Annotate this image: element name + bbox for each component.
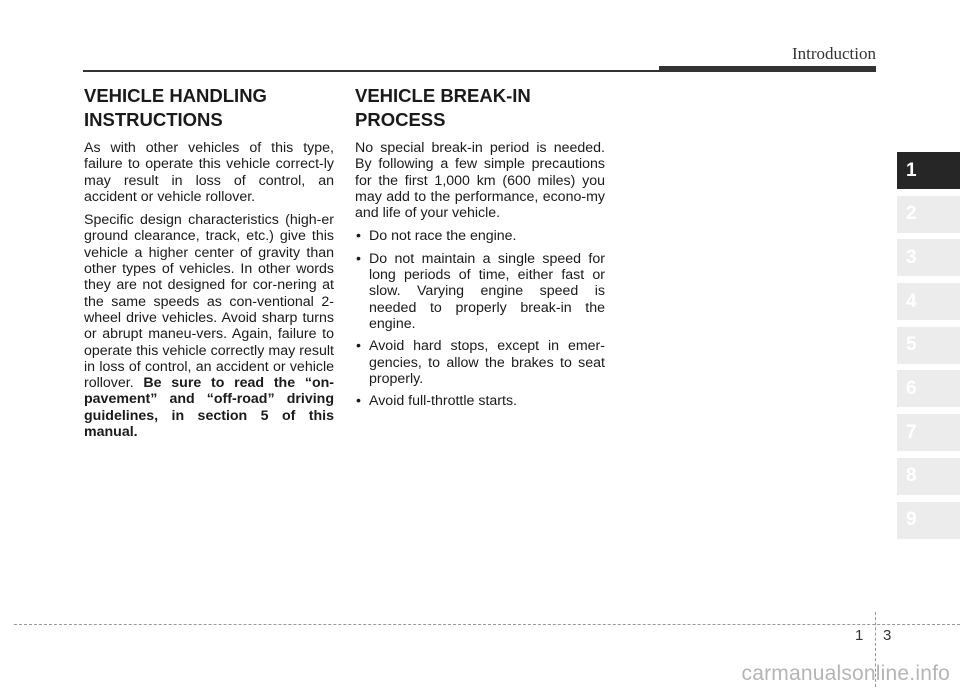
bullet-icon: • (356, 393, 361, 410)
vehicle-handling-heading (84, 84, 334, 132)
chapter-tabs (897, 152, 960, 545)
list-item: • Do not maintain a single speed for long periods of time, either fast or slow. Varying engine speed is needed to properly break-in the engine. (356, 250, 605, 332)
handling-paragraph-2-text: Specific design characteristics (high-er ground clearance, track, etc.) give this vehicle a higher center of gravity than other types of vehicles. In other words they are not designed for cor-nering at the same speeds as con-ventional 2-wheel drive vehicles. Avoid sharp turns or abrupt maneu-vers. Again, failure to operate this vehicle correctly may result in loss of control, an accident or vehicle rollover. (84, 212, 334, 392)
chapter-tab-1[interactable]: 1 (897, 152, 960, 189)
chapter-tab-4[interactable]: 4 (897, 283, 960, 320)
header-rule-thin (83, 70, 659, 72)
section-title: Introduction (791, 44, 876, 63)
list-item: • Avoid full-throttle starts. (356, 393, 517, 410)
list-item: • Do not race the engine. (356, 228, 517, 245)
bullet-icon: • (356, 228, 361, 245)
watermark: carmanualsonline.info (741, 662, 950, 685)
handling-paragraph-1: As with other vehicles of this type, failure to operate this vehicle correct-ly may result in loss of control, an accident or vehicle rollover. (84, 140, 334, 205)
chapter-tab-7[interactable]: 7 (897, 414, 960, 451)
break-in-list (355, 228, 605, 409)
break-in-intro: No special break-in period is needed. By following a few simple precautions for the first 1,000 km (600 miles) you may add to the performance, econo-my and life of your vehicle. (355, 140, 605, 222)
break-in-section (355, 84, 605, 415)
vehicle-handling-section (84, 84, 334, 447)
handling-paragraph-2 (84, 212, 334, 440)
list-item: • Avoid hard stops, except in emer-gencies, to allow the brakes to seat properly. (356, 338, 605, 387)
bullet-icon: • (356, 250, 361, 267)
chapter-tab-2[interactable]: 2 (897, 196, 960, 233)
heading-line-2: PROCESS (355, 109, 446, 130)
footer-divider (14, 624, 960, 625)
header-rule-thick (659, 66, 876, 72)
chapter-tab-6[interactable]: 6 (897, 370, 960, 407)
bullet-icon: • (356, 338, 361, 355)
page-chapter-number: 1 (855, 627, 864, 644)
break-in-heading (355, 84, 605, 132)
heading-line-2: INSTRUCTIONS (84, 109, 223, 130)
heading-line-1: VEHICLE BREAK-IN (355, 85, 531, 106)
chapter-tab-9[interactable]: 9 (897, 502, 960, 539)
chapter-tab-5[interactable]: 5 (897, 327, 960, 364)
heading-line-1: VEHICLE HANDLING (84, 85, 267, 106)
chapter-tab-8[interactable]: 8 (897, 458, 960, 495)
chapter-tab-3[interactable]: 3 (897, 239, 960, 276)
page-number: 3 (883, 627, 892, 644)
handling-warning-bold: Be sure to read the “on-pavement” and “off-road” driving guidelines, in section 5 of this manual. (84, 375, 334, 441)
